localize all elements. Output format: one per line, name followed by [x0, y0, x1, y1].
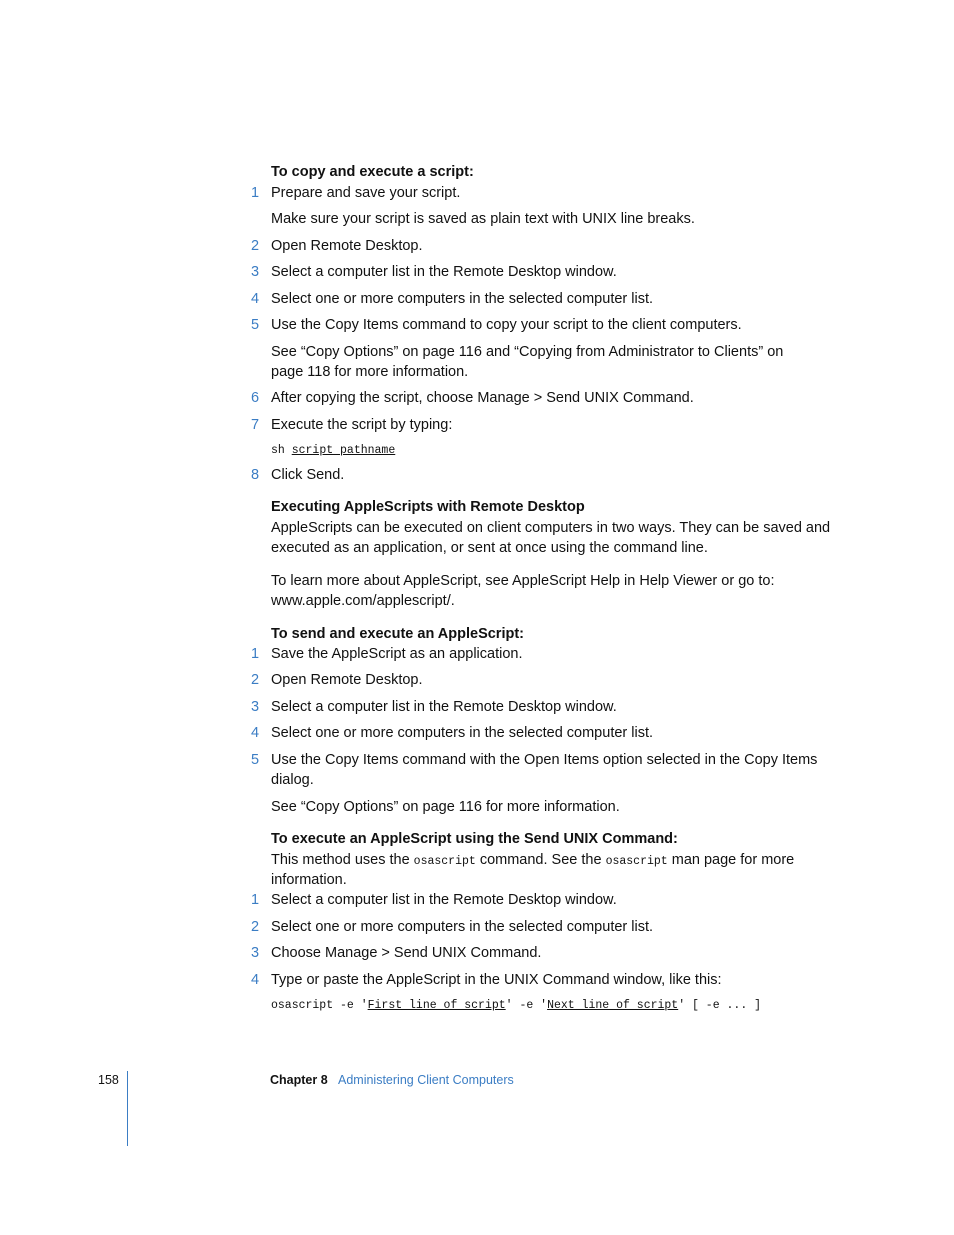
step-text: Select a computer list in the Remote Desktop window.	[271, 699, 617, 715]
paragraph-line: To learn more about AppleScript, see AppleScript Help in Help Viewer or go to:	[271, 573, 775, 589]
step-number: 4	[251, 972, 260, 988]
step-text: Open Remote Desktop.	[271, 238, 423, 254]
code-command: sh	[271, 444, 285, 457]
procedure-heading: To copy and execute a script:	[271, 164, 474, 180]
step-number: 5	[251, 752, 260, 768]
step-number: 5	[251, 317, 260, 333]
inline-code: osascript	[605, 855, 668, 868]
intro-paragraph	[271, 852, 794, 868]
step-text: Select one or more computers in the selected computer list.	[271, 291, 654, 307]
step-number: 3	[251, 264, 260, 280]
code-example	[271, 999, 761, 1012]
step-text: Open Remote Desktop.	[271, 672, 423, 688]
step-number: 1	[251, 646, 260, 662]
code-placeholder: First line of script	[367, 999, 506, 1012]
step-text: Use the Copy Items command to copy your script to the client computers.	[271, 317, 742, 333]
step-number: 2	[251, 919, 260, 935]
step-text: After copying the script, choose Manage > Send UNIX Command.	[271, 390, 694, 406]
step-text: Prepare and save your script.	[271, 185, 461, 201]
procedure-heading: To send and execute an AppleScript:	[271, 626, 524, 642]
step-number: 7	[251, 417, 260, 433]
step-text: Choose Manage > Send UNIX Command.	[271, 945, 542, 961]
step-number: 2	[251, 238, 260, 254]
step-text: Type or paste the AppleScript in the UNIX Command window, like this:	[271, 972, 722, 988]
step-number: 3	[251, 945, 260, 961]
code-segment: osascript -e '	[271, 999, 368, 1012]
step-note: page 118 for more information.	[271, 364, 469, 380]
step-number: 1	[251, 892, 260, 908]
procedure-heading: To execute an AppleScript using the Send UNIX Command:	[271, 831, 678, 847]
step-note: See “Copy Options” on page 116 for more information.	[271, 799, 620, 815]
step-number: 4	[251, 291, 260, 307]
step-text: Use the Copy Items command with the Open Items option selected in the Copy Items	[271, 752, 818, 768]
page-number: 158	[98, 1073, 119, 1087]
step-text: Select a computer list in the Remote Desktop window.	[271, 892, 617, 908]
step-text: Select one or more computers in the selected computer list.	[271, 919, 654, 935]
intro-text: This method uses the	[271, 852, 410, 868]
paragraph-line: executed as an application, or sent at once using the command line.	[271, 540, 708, 556]
intro-text: information.	[271, 872, 347, 888]
step-note: See “Copy Options” on page 116 and “Copying from Administrator to Clients” on	[271, 344, 784, 360]
intro-text: man page for more	[671, 852, 795, 868]
step-text-continued: dialog.	[271, 772, 314, 788]
step-number: 2	[251, 672, 260, 688]
intro-text: command. See the	[479, 852, 602, 868]
paragraph-line: AppleScripts can be executed on client computers in two ways. They can be saved and	[271, 520, 831, 536]
step-text: Select one or more computers in the selected computer list.	[271, 725, 654, 741]
step-number: 6	[251, 390, 260, 406]
code-placeholder: script pathname	[291, 444, 396, 457]
section-heading: Executing AppleScripts with Remote Desktop	[271, 499, 585, 515]
step-number: 1	[251, 185, 260, 201]
step-text: Select a computer list in the Remote Desktop window.	[271, 264, 617, 280]
step-text: Execute the script by typing:	[271, 417, 453, 433]
step-text: Save the AppleScript as an application.	[271, 646, 523, 662]
paragraph-line: www.apple.com/applescript/.	[271, 593, 455, 609]
step-number: 4	[251, 725, 260, 741]
footer-rule	[127, 1071, 128, 1146]
code-segment: ' [ -e ... ]	[678, 999, 762, 1012]
code-segment: ' -e '	[505, 999, 548, 1012]
step-text: Click Send.	[271, 467, 345, 483]
step-note: Make sure your script is saved as plain text with UNIX line breaks.	[271, 211, 695, 227]
chapter-title: Administering Client Computers	[338, 1073, 514, 1087]
step-number: 3	[251, 699, 260, 715]
step-number: 8	[251, 467, 260, 483]
chapter-label: Chapter 8	[270, 1073, 328, 1087]
code-example	[271, 444, 395, 457]
code-placeholder: Next line of script	[547, 999, 679, 1012]
inline-code: osascript	[413, 855, 476, 868]
